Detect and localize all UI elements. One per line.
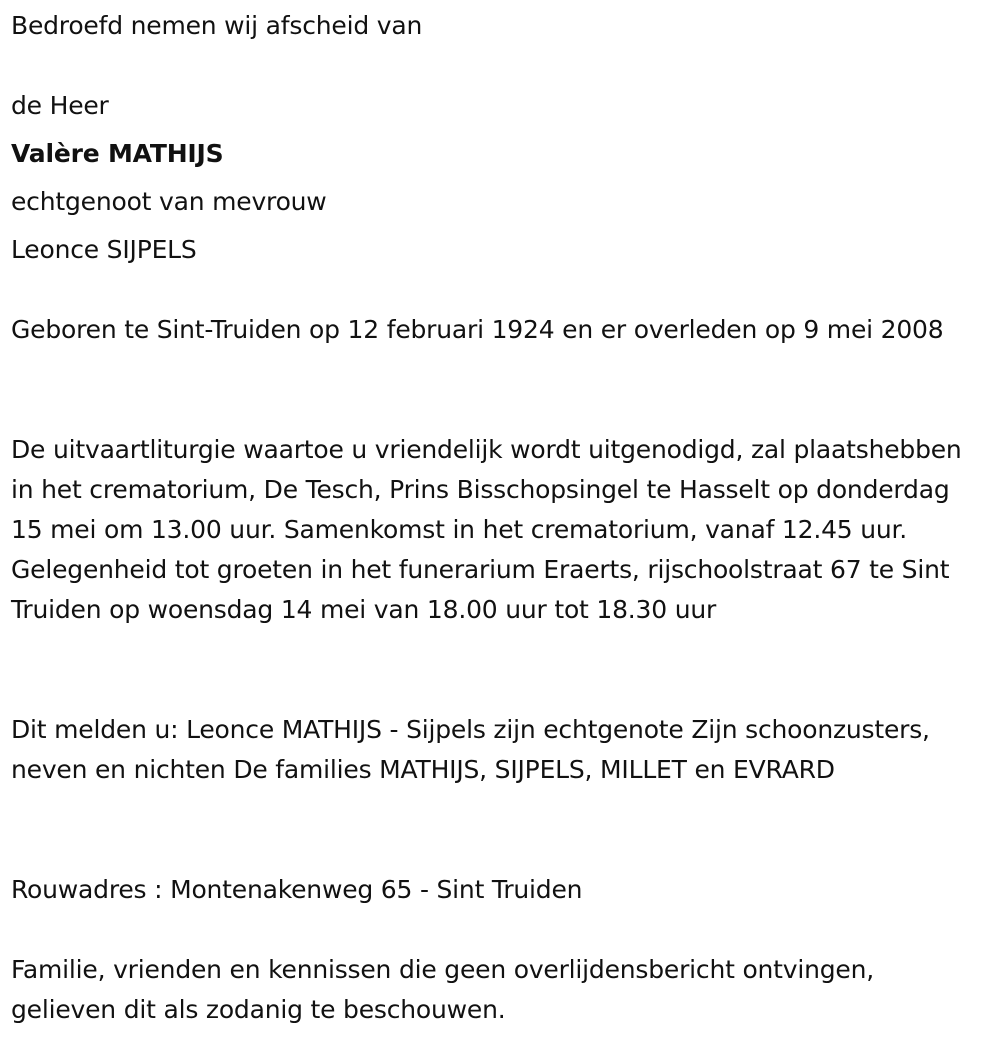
spouse-name: Leonce SIJPELS xyxy=(11,235,197,264)
service-paragraph: De uitvaartliturgie waartoe u vriendelijk wordt uitgenodigd, zal plaatshebben in het crematorium, De Tesch, Prins Bisschopsingel te Hasselt op donderdag 15 mei om 13.00 uur. Samenkomst in het crematorium, vanaf 12.45 uur. Gelegenheid tot groeten in het funerarium Eraerts, rijschoolstraat 67 te Sint Truiden op woensdag 14 mei van 18.00 uur tot 18.30 uur xyxy=(11,435,962,624)
closing-paragraph: Familie, vrienden en kennissen die geen overlijdensbericht ontvingen, gelieven dit als zodanig te beschouwen. xyxy=(11,955,875,1024)
birth-death-paragraph: Geboren te Sint-Truiden op 12 februari 1924 en er overleden op 9 mei 2008 xyxy=(11,315,944,344)
family-paragraph: Dit melden u: Leonce MATHIJS - Sijpels zijn echtgenote Zijn schoonzusters, neven en nichten De families MATHIJS, SIJPELS, MILLET en EVRARD xyxy=(11,715,930,784)
deceased-name: Valère MATHIJS xyxy=(11,139,224,168)
intro-text: Bedroefd nemen wij afscheid van xyxy=(11,11,423,40)
spouse-line: echtgenoot van mevrouw xyxy=(11,187,327,216)
title-text: de Heer xyxy=(11,91,109,120)
address-paragraph: Rouwadres : Montenakenweg 65 - Sint Truiden xyxy=(11,875,583,904)
